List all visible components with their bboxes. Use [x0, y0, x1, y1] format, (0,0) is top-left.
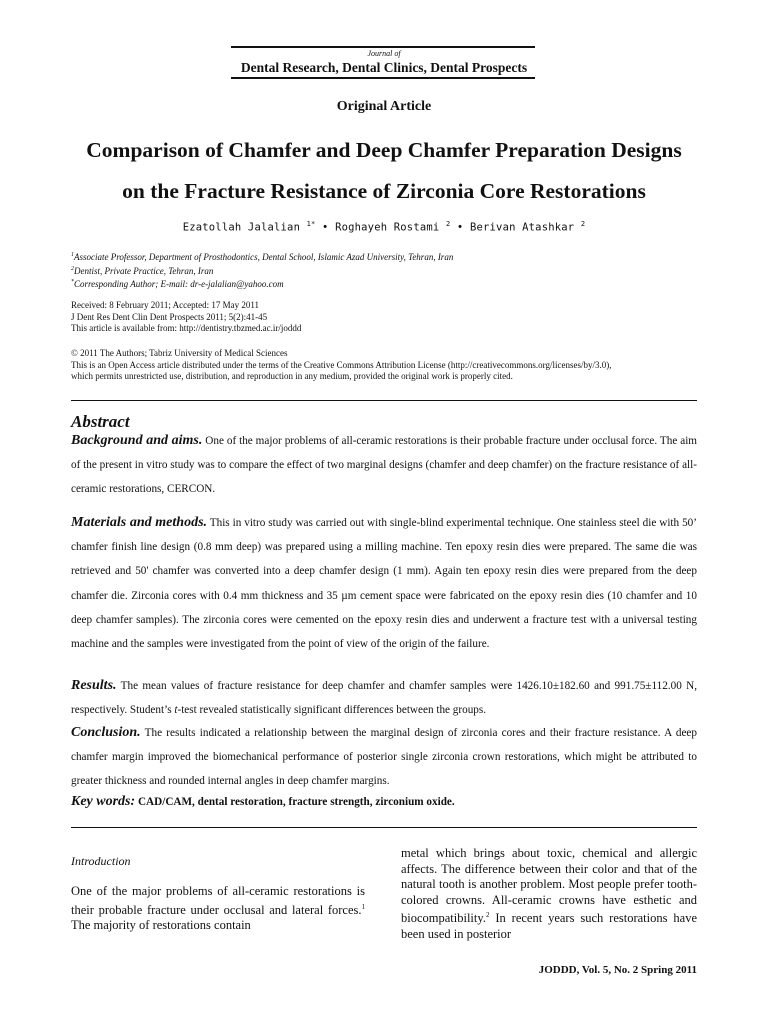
background-text: One of the major problems of all-ceramic restorations is their probable fracture under occlusal force. The aim of the present in vitro study was to compare the effect of two marginal designs (chamfer and deep chamfer) on the fracture resistance of all-ceramic restorations, CERCON. [71, 435, 698, 496]
license-line: This is an Open Access article distributed under the terms of the Creative Commons Attribution License (http://creativecommons.org/licenses/by/3.0), [71, 359, 612, 370]
results-text-cont: -test revealed statistically significant differences between the groups. [177, 704, 487, 717]
title-line-2: on the Fracture Resistance of Zirconia Core Restorations [122, 179, 646, 203]
masthead-bottom-rule [231, 77, 535, 79]
affiliation-line [71, 250, 453, 264]
keywords-label: Key words: [71, 794, 136, 809]
abstract-results [71, 674, 697, 722]
abstract-top-rule [71, 400, 697, 401]
affiliation-mark: 2 [71, 265, 74, 272]
author-affiliation-mark: 2 [445, 220, 451, 228]
introduction-right-column [401, 846, 697, 943]
affiliation-text: Dentist, Private Practice, Tehran, Iran [74, 265, 214, 276]
journal-name: Dental Research, Dental Clinics, Dental Prospects [240, 60, 528, 75]
page-footer: JODDD, Vol. 5, No. 2 Spring 2011 [538, 964, 697, 976]
author-name: Ezatollah Jalalian [182, 221, 301, 234]
availability-line: This article is available from: http://dentistry.tbzmed.ac.ir/joddd [71, 323, 302, 333]
intro-text: In recent years such restorations have been used in posterior [401, 911, 697, 942]
abstract-heading: Abstract [71, 412, 130, 431]
introduction-left-column [71, 884, 365, 934]
affiliation-text: Corresponding Author; E-mail: dr-e-jalalian@yahoo.com [74, 279, 284, 289]
license-line: which permits unrestricted use, distribution, and reproduction in any medium, provided the original work is properly cited. [71, 371, 513, 381]
masthead-top-rule [231, 46, 535, 48]
intro-text: metal which brings about toxic, chemical and allergic affects. The difference between their color and that of the natural tooth is another problem. Most people prefer tooth-colored crowns. All-ceramic crowns have esthetic and biocompatibility. [401, 846, 697, 926]
author-separator: • [322, 221, 329, 234]
keywords-values: CAD/CAM, dental restoration, fracture strength, zirconium oxide. [137, 796, 455, 808]
abstract-background [71, 429, 697, 502]
background-label: Background and aims. [71, 433, 203, 448]
corresponding-author-line [71, 277, 453, 291]
results-text: The mean values of fracture resistance for deep chamfer and chamfer samples were 1426.10±182.60 and 991.75±112.00 N, respectively. Student’s [71, 680, 697, 717]
conclusion-label: Conclusion. [71, 725, 141, 740]
keywords [71, 794, 697, 810]
reference-mark: 1 [361, 902, 365, 911]
article-title [40, 130, 728, 212]
abstract-conclusion [71, 721, 697, 794]
citation-line: J Dent Res Dent Clin Dent Prospects 2011; 5(2):41-45 [71, 311, 268, 322]
affiliation-mark: 1 [71, 252, 74, 258]
author-list [0, 220, 768, 234]
results-t-italic: t [174, 704, 178, 717]
publication-info [71, 300, 301, 335]
license-block [71, 348, 701, 383]
conclusion-text: The results indicated a relationship between the marginal design of zirconia cores and their fracture resistance. A deep chamfer margin improved the biomechanical performance of posterior single zirconia crown restorations, which might be attributed to greater thickness and rounded internal angles in deep chamfer margins. [71, 727, 697, 788]
methods-text: This in vitro study was carried out with single-blind experimental technique. One stainless steel die with 50’ chamfer finish line design (0.8 mm deep) was prepared using a milling machine. Ten epoxy resin dies were prepared. The same die was retrieved and 50' chamfer was converted into a deep chamfer design (1 mm). Again ten epoxy resin dies were prepared from the deep chamfer die. Zirconia cores with 0.4 mm thickness and 35 µm cement space were fabricated on the epoxy resin dies (10 chamfer and 10 deep chamfer samples). The zirconia cores were cemented on the epoxy resin dies and underwent a fracture test with a universal testing machine and the samples were investigated from the point of view of the origin of the failure. [71, 517, 697, 651]
abstract-bottom-rule [71, 827, 697, 828]
article-type: Original Article [336, 99, 432, 114]
affiliation-line [71, 264, 453, 278]
intro-text: One of the major problems of all-ceramic restorations is their probable fracture under occlusal and lateral forces. [71, 884, 365, 917]
title-line-1: Comparison of Chamfer and Deep Chamfer Preparation Designs [86, 138, 682, 162]
received-accepted-dates: Received: 8 February 2011; Accepted: 17 May 2011 [71, 300, 260, 310]
copyright-line: © 2011 The Authors; Tabriz University of Medical Sciences [71, 348, 288, 358]
abstract-methods [71, 511, 697, 656]
intro-text: The majority of restorations contain [71, 918, 251, 933]
affiliations [71, 250, 453, 291]
author-name: Berivan Atashkar [469, 221, 575, 234]
results-label: Results. [71, 678, 117, 693]
author-affiliation-mark: 2 [580, 220, 586, 228]
methods-label: Materials and methods. [71, 515, 208, 530]
introduction-heading: Introduction [71, 854, 131, 868]
author-name: Roghayeh Rostami [335, 221, 440, 234]
journal-prefix: Journal of [367, 49, 401, 58]
affiliation-text: Associate Professor, Department of Prosthodontics, Dental School, Islamic Azad University, Tehran, Iran [74, 252, 454, 262]
affiliation-mark: * [71, 279, 74, 285]
reference-mark: 2 [485, 911, 490, 920]
author-affiliation-mark: 1* [306, 220, 316, 228]
author-separator: • [456, 221, 464, 234]
